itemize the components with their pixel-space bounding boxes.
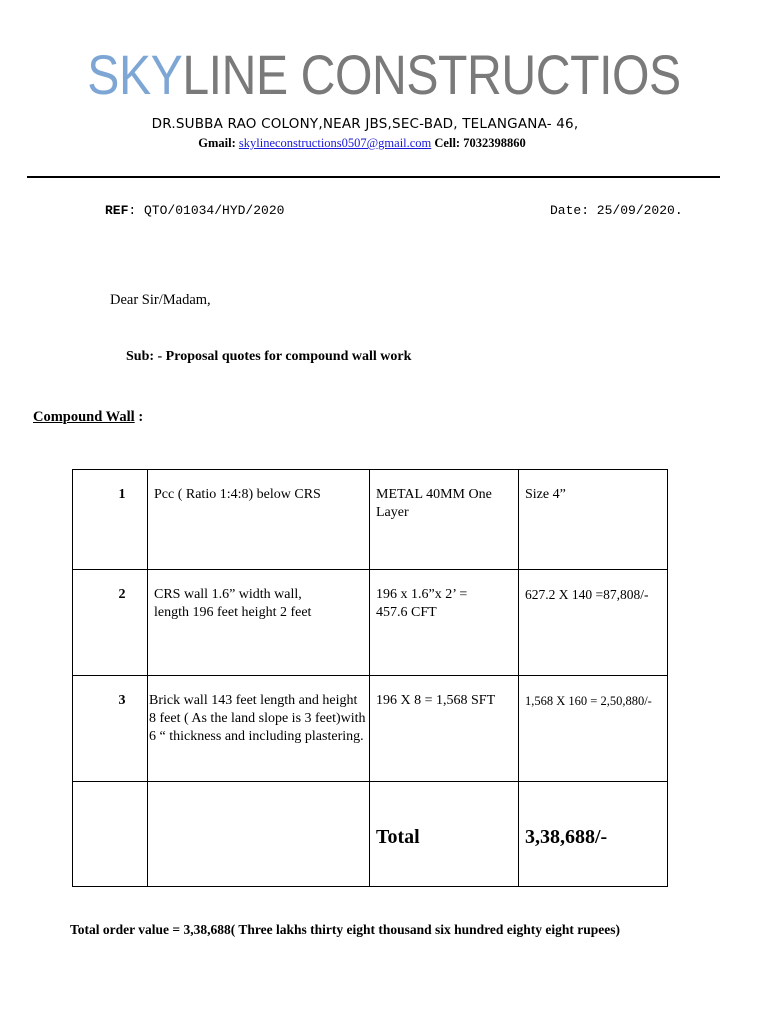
section-title: Compound Wall <box>33 409 135 425</box>
row-number: 2 <box>73 570 148 676</box>
section-heading <box>33 409 143 426</box>
company-address: DR.SUBBA RAO COLONY,NEAR JBS,SEC-BAD, TELANGANA- 46, <box>151 116 579 132</box>
cell-label: Cell: <box>434 136 461 150</box>
total-order-value: Total order value = 3,38,688( Three lakhs thirty eight thousand six hundred eighty eight rupees) <box>70 922 620 937</box>
row-description: Pcc ( Ratio 1:4:8) below CRS <box>148 470 370 570</box>
empty-cell <box>73 782 148 887</box>
table-row <box>73 570 668 676</box>
total-value: 3,38,688/- <box>519 782 668 887</box>
row-description: Brick wall 143 feet length and height 8 feet ( As the land slope is 3 feet)with 6 “ thickness and including plastering. <box>148 676 370 782</box>
company-name-rest: LINE CONSTRUCTIOS <box>182 43 681 106</box>
letter-date: Date: 25/09/2020. <box>550 203 683 218</box>
reference <box>105 203 284 218</box>
row-quantity: 196 X 8 = 1,568 SFT <box>370 676 519 782</box>
reference-value: : QTO/01034/HYD/2020 <box>128 203 285 218</box>
row-quantity: METAL 40MM One Layer <box>370 470 519 570</box>
reference-label: REF <box>105 203 129 218</box>
quote-table <box>72 469 668 887</box>
header-divider <box>27 176 720 178</box>
gmail-label: Gmail: <box>198 136 236 150</box>
row-number: 1 <box>73 470 148 570</box>
salutation: Dear Sir/Madam, <box>110 292 211 308</box>
section-suffix: : <box>134 409 144 425</box>
row-amount: 1,568 X 160 = 2,50,880/- <box>519 676 668 782</box>
row-quantity: 196 x 1.6”x 2’ = 457.6 CFT <box>370 570 519 676</box>
cell-number: 7032398860 <box>463 136 526 150</box>
table-row <box>73 470 668 570</box>
empty-cell <box>148 782 370 887</box>
total-label: Total <box>370 782 519 887</box>
table-row <box>73 676 668 782</box>
row-description: CRS wall 1.6” width wall, length 196 feet height 2 feet <box>148 570 370 676</box>
row-amount: Size 4” <box>519 470 668 570</box>
company-name-highlight: SKY <box>87 43 183 106</box>
gmail-link[interactable]: skylineconstructions0507@gmail.com <box>238 136 432 150</box>
row-amount: 627.2 X 140 =87,808/- <box>519 570 668 676</box>
contact-line <box>0 136 724 151</box>
subject-line: Sub: - Proposal quotes for compound wall work <box>126 349 412 364</box>
total-row <box>73 782 668 887</box>
row-number: 3 <box>73 676 148 782</box>
company-name <box>54 40 714 110</box>
